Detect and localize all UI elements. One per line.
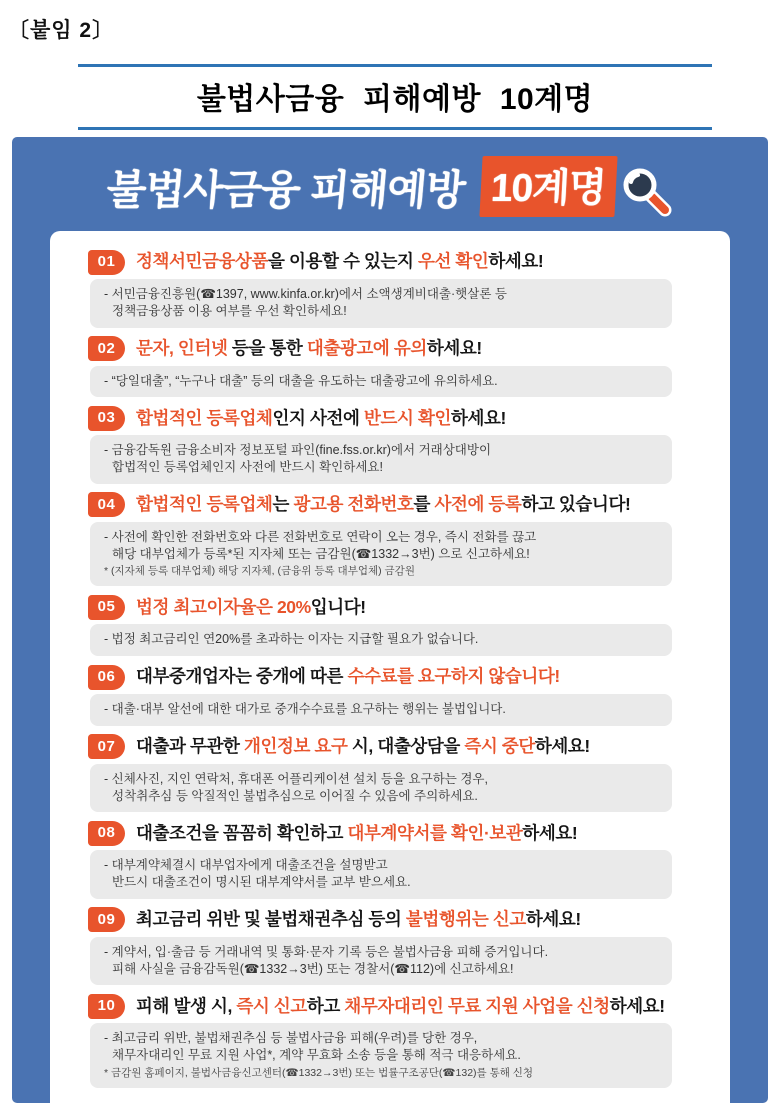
headline-segment: 하세요! [488, 251, 544, 272]
headline-segment: 대출광고에 유의 [306, 337, 427, 358]
item-head [88, 993, 710, 1019]
item-number-badge: 10 [88, 994, 125, 1019]
item-head [88, 734, 710, 760]
item-headline [136, 910, 581, 929]
item-list [88, 249, 710, 1088]
poster-title-badge: 10계명 [479, 156, 617, 217]
item-detail-box [90, 1023, 672, 1088]
headline-segment: 등을 통한 [231, 337, 307, 358]
detail-line: 성착취추심 등 악질적인 불법추심으로 이어질 수 있음에 주의하세요. [112, 788, 478, 803]
detail-line: - 대출·대부 알선에 대한 대가로 중개수수료를 요구하는 행위는 불법입니다. [104, 702, 506, 717]
headline-segment: 시, 대출상담을 [347, 736, 465, 757]
headline-segment: 하고 있습니다! [521, 494, 631, 515]
poster [12, 137, 768, 1103]
item-number-badge: 06 [88, 665, 125, 690]
item-number-badge: 03 [88, 406, 125, 431]
headline-segment: 하세요! [609, 995, 665, 1016]
headline-segment: 대출과 무관한 [136, 736, 244, 757]
headline-segment: 불법행위는 신고 [405, 909, 526, 930]
headline-segment: 채무자대리인 무료 지원 사업을 신청 [344, 995, 610, 1016]
headline-segment: 법정 최고이자율은 20% [136, 596, 311, 617]
headline-segment: 합법적인 등록업체 [136, 407, 273, 428]
item-detail-box [90, 279, 672, 328]
item-detail-box [90, 850, 672, 899]
item-headline [136, 997, 665, 1016]
headline-segment: 우선 확인 [417, 251, 489, 272]
commandment-item [88, 664, 710, 726]
item-head [88, 336, 710, 362]
item-head [88, 405, 710, 431]
detail-line: - 계약서, 입·출금 등 거래내역 및 통화·문자 기록 등은 불법사금융 피해 증거입니다. [104, 944, 549, 959]
item-head [88, 664, 710, 690]
doc-title: 불법사금융 피해예방 10계명 [196, 83, 594, 116]
headline-segment: 입니다! [310, 596, 366, 617]
item-headline [136, 667, 560, 686]
item-head [88, 492, 710, 518]
headline-segment: 대부계약서를 확인·보관 [347, 822, 523, 843]
item-headline [136, 737, 590, 756]
item-detail-box [90, 435, 672, 484]
item-detail-box [90, 764, 672, 813]
headline-segment: 대부중개업자는 중개에 따른 [136, 666, 348, 687]
headline-segment: 하세요! [525, 909, 581, 930]
detail-line: - 대부계약체결시 대부업자에게 대출조건을 설명받고 [104, 858, 388, 873]
item-number-badge: 05 [88, 595, 125, 620]
detail-line: 반드시 대출조건이 명시된 대부계약서를 교부 받으세요. [112, 875, 411, 890]
item-number-badge: 04 [88, 492, 125, 517]
item-headline [136, 824, 577, 843]
headline-segment: 반드시 확인 [363, 407, 451, 428]
headline-segment: 광고용 전화번호 [293, 494, 414, 515]
poster-title: 불법사금융 피해예방 [104, 166, 467, 213]
headline-segment: 를 [413, 494, 435, 515]
headline-segment: 하고 [306, 995, 345, 1016]
magnifier-icon [617, 162, 673, 223]
item-head [88, 820, 710, 846]
item-headline [136, 339, 482, 358]
headline-segment: 하세요! [426, 337, 482, 358]
item-headline [136, 409, 506, 428]
item-detail-box [90, 624, 672, 656]
attachment-label: 〔붙임 2〕 [8, 19, 115, 42]
detail-line: - 사전에 확인한 전화번호와 다른 전화번호로 연락이 오는 경우, 즉시 전화를 끊고 [104, 529, 537, 544]
detail-line: - 서민금융진흥원(☎1397, www.kinfa.or.kr)에서 소액생계비대출·햇살론 등 [104, 287, 507, 301]
commandment-item [88, 249, 710, 328]
item-footnote: * (지자체 등록 대부업체) 해당 지자체, (금융위 등록 대부업체) 금감원 [104, 565, 415, 578]
detail-line: 피해 사실을 금융감독원(☎1332→3번) 또는 경찰서(☎112)에 신고하세요! [112, 961, 514, 976]
item-detail-box [90, 366, 672, 398]
detail-line: 정책금융상품 이용 여부를 우선 확인하세요! [112, 303, 347, 318]
item-number-badge: 08 [88, 821, 125, 846]
detail-line: - 신체사진, 지인 연락처, 휴대폰 어플리케이션 설치 등을 요구하는 경우, [104, 771, 488, 786]
detail-line: - 법정 최고금리인 연20%를 초과하는 이자는 지급할 필요가 없습니다. [104, 632, 479, 647]
detail-line: 합법적인 등록업체인지 사전에 반드시 확인하세요! [112, 460, 383, 474]
headline-segment: 즉시 중단 [464, 736, 535, 757]
commandment-item [88, 492, 710, 587]
detail-line: - “당일대출”, “누구나 대출” 등의 대출을 유도하는 대출광고에 유의하세요. [104, 373, 498, 388]
headline-segment: 인지 사전에 [272, 407, 364, 428]
commandment-item [88, 820, 710, 899]
item-head [88, 249, 710, 275]
commandment-item [88, 907, 710, 986]
item-head [88, 907, 710, 933]
headline-segment: 합법적인 등록업체 [136, 494, 273, 515]
commandment-item [88, 336, 710, 398]
item-headline [136, 598, 366, 617]
item-number-badge: 02 [88, 336, 125, 361]
headline-segment: 대출조건을 꼼꼼히 확인하고 [136, 822, 348, 843]
item-headline [136, 252, 543, 271]
commandment-item [88, 734, 710, 813]
headline-segment: 하세요! [450, 407, 506, 428]
headline-segment: 는 [272, 494, 294, 515]
content-card [50, 231, 730, 1103]
headline-segment: 하세요! [522, 822, 578, 843]
headline-segment: 최고금리 위반 및 불법채권추심 등의 [136, 909, 406, 930]
item-detail-box [90, 522, 672, 587]
headline-segment: 을 이용할 수 있는지 [268, 251, 418, 272]
headline-segment: 즉시 신고 [236, 995, 307, 1016]
item-number-badge: 07 [88, 734, 125, 759]
commandment-item [88, 993, 710, 1088]
detail-line: 채무자대리인 무료 지원 사업*, 계약 무효화 소송 등을 통해 적극 대응하세요. [112, 1048, 521, 1063]
doc-title-block [78, 64, 712, 130]
headline-segment: 하세요! [534, 736, 590, 757]
detail-line: - 최고금리 위반, 불법채권추심 등 불법사금융 피해(우려)를 당한 경우, [104, 1031, 478, 1046]
item-headline [136, 495, 630, 514]
headline-segment: 개인정보 요구 [243, 736, 348, 757]
item-number-badge: 01 [88, 250, 125, 275]
item-detail-box [90, 694, 672, 726]
commandment-item [88, 405, 710, 484]
detail-line: - 금융감독원 금융소비자 정보포털 파인(fine.fss.or.kr)에서 거래상대방이 [104, 443, 492, 458]
commandment-item [88, 594, 710, 656]
item-head [88, 594, 710, 620]
item-footnote: * 금감원 홈페이지, 불법사금융신고센터(☎1332→3번) 또는 법률구조공단(☎132)를 통해 신청 [104, 1066, 534, 1079]
headline-segment: 정책서민금융상품 [136, 251, 269, 272]
headline-segment: 사전에 등록 [434, 494, 522, 515]
headline-segment: 피해 발생 시, [136, 995, 237, 1016]
item-detail-box [90, 937, 672, 986]
headline-segment: 수수료를 요구하지 않습니다! [347, 666, 560, 687]
item-number-badge: 09 [88, 907, 125, 932]
detail-line: 해당 대부업체가 등록*된 지자체 또는 금감원(☎1332→3번) 으로 신고하세요! [112, 546, 530, 561]
poster-header [12, 157, 768, 215]
headline-segment: 문자, 인터넷 [136, 337, 232, 358]
